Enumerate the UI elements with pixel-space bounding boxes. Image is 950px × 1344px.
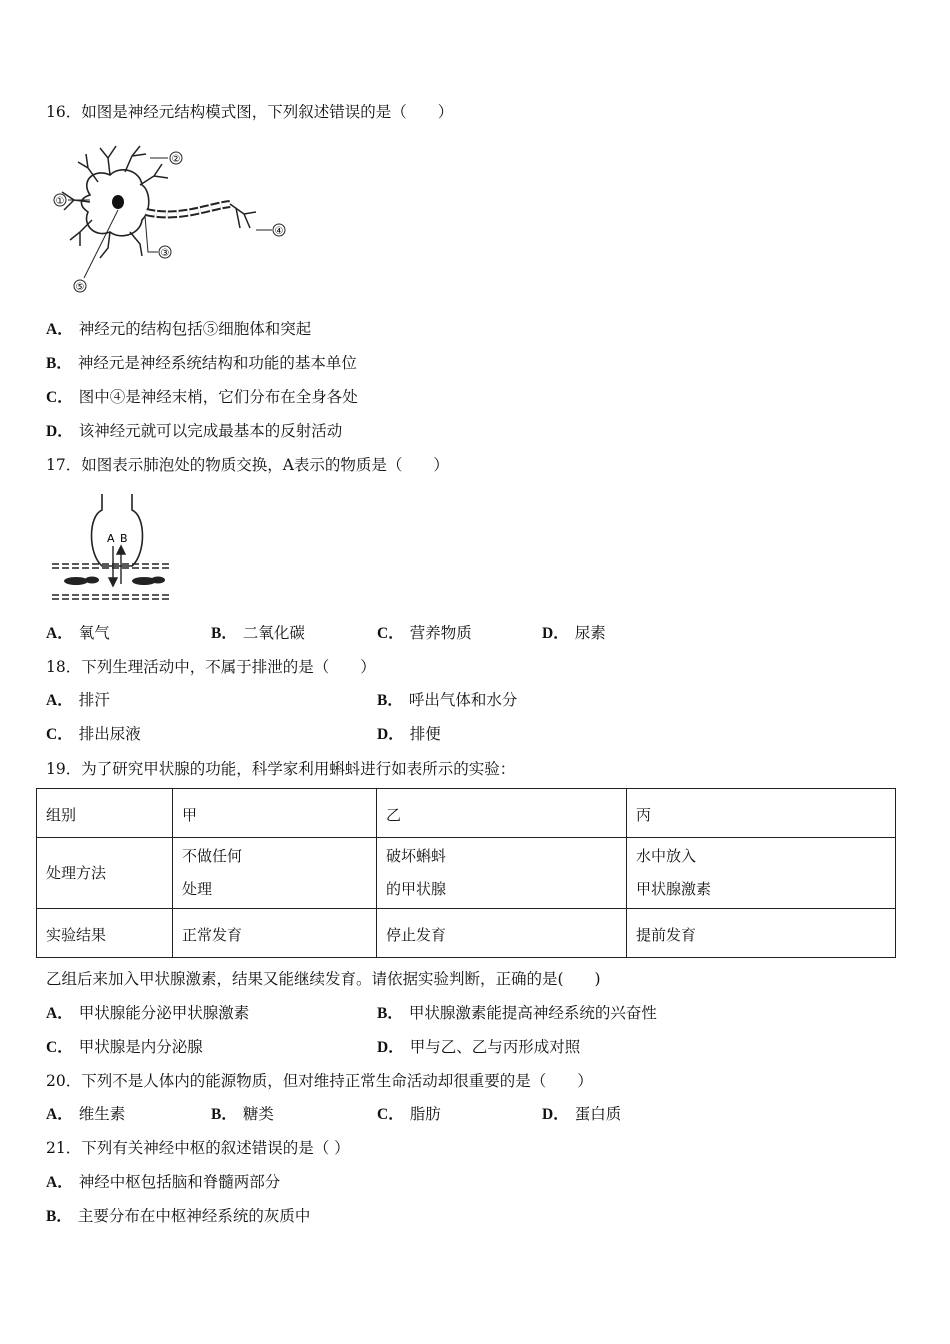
q16-option-b: B． 神经元是神经系统结构和功能的基本单位 <box>46 354 357 372</box>
neuron-label-1: ① <box>55 196 65 207</box>
table-header-cell: 乙 <box>377 789 627 838</box>
alveolus-diagram <box>50 494 180 606</box>
q16-option-a: A． 神经元的结构包括⑤细胞体和突起 <box>46 320 312 338</box>
alveolus-label-a: A <box>107 532 115 545</box>
q21-option-b: B． 主要分布在中枢神经系统的灰质中 <box>46 1207 311 1225</box>
q17-option-c: C． 营养物质 <box>377 624 472 642</box>
q21-option-a: A． 神经中枢包括脑和脊髓两部分 <box>46 1173 281 1191</box>
table-header-cell: 组别 <box>37 789 173 838</box>
q18-stem: 18．下列生理活动中，不属于排泄的是（ ） <box>46 658 376 676</box>
experiment-table <box>36 788 896 958</box>
q20-option-d: D． 蛋白质 <box>542 1105 622 1123</box>
table-cell: 正常发育 <box>173 909 377 958</box>
q20-option-a: A． 维生素 <box>46 1105 126 1123</box>
q18-option-d: D． 排便 <box>377 725 441 743</box>
q17-option-a: A． 氧气 <box>46 624 110 642</box>
q17-option-b: B． 二氧化碳 <box>211 624 305 642</box>
table-cell: 实验结果 <box>37 909 173 958</box>
neuron-nucleus <box>112 195 124 209</box>
table-row <box>37 838 896 909</box>
q16-option-d: D． 该神经元就可以完成最基本的反射活动 <box>46 422 343 440</box>
table-cell: 不做任何 处理 <box>173 838 377 909</box>
q20-stem: 20．下列不是人体内的能源物质，但对维持正常生命活动却很重要的是（ ） <box>46 1072 593 1090</box>
q19-option-d: D． 甲与乙、乙与丙形成对照 <box>377 1038 581 1056</box>
neuron-label-5: ⑤ <box>75 282 85 293</box>
table-cell: 处理方法 <box>37 838 173 909</box>
q19-stem: 19．为了研究甲状腺的功能，科学家利用蝌蚪进行如表所示的实验： <box>46 760 516 778</box>
q17-option-d: D． 尿素 <box>542 624 606 642</box>
table-header-cell: 丙 <box>627 789 896 838</box>
q20-option-c: C． 脂肪 <box>377 1105 441 1123</box>
table-cell: 停止发育 <box>377 909 627 958</box>
q21-stem: 21．下列有关神经中枢的叙述错误的是（ ） <box>46 1139 350 1157</box>
q19-option-b: B． 甲状腺激素能提高神经系统的兴奋性 <box>377 1004 657 1022</box>
q18-option-b: B． 呼出气体和水分 <box>377 691 518 709</box>
q16-option-c: C． 图中④是神经末梢，它们分布在全身各处 <box>46 388 358 406</box>
alveolus-outline <box>92 494 143 566</box>
table-header-cell: 甲 <box>173 789 377 838</box>
table-row <box>37 909 896 958</box>
q19-followup: 乙组后来加入甲状腺激素，结果又能继续发育。请依据实验判断，正确的是( ) <box>46 970 601 988</box>
q19-option-a: A． 甲状腺能分泌甲状腺激素 <box>46 1004 250 1022</box>
q17-stem: 17．如图表示肺泡处的物质交换，A表示的物质是（ ） <box>46 456 449 474</box>
neuron-label-2: ② <box>171 154 181 165</box>
table-cell: 提前发育 <box>627 909 896 958</box>
q18-option-a: A． 排汗 <box>46 691 110 709</box>
neuron-label-3: ③ <box>160 248 170 259</box>
q18-option-c: C． 排出尿液 <box>46 725 141 743</box>
table-cell: 破坏蝌蚪 的甲状腺 <box>377 838 627 909</box>
neuron-diagram <box>50 140 300 300</box>
alveolus-label-b: B <box>120 532 128 545</box>
neuron-label-4: ④ <box>274 226 284 237</box>
table-cell: 水中放入 甲状腺激素 <box>627 838 896 909</box>
table-row <box>37 789 896 838</box>
q16-stem: 16．如图是神经元结构模式图，下列叙述错误的是（ ） <box>46 103 454 121</box>
q20-option-b: B． 糖类 <box>211 1105 274 1123</box>
q19-option-c: C． 甲状腺是内分泌腺 <box>46 1038 203 1056</box>
